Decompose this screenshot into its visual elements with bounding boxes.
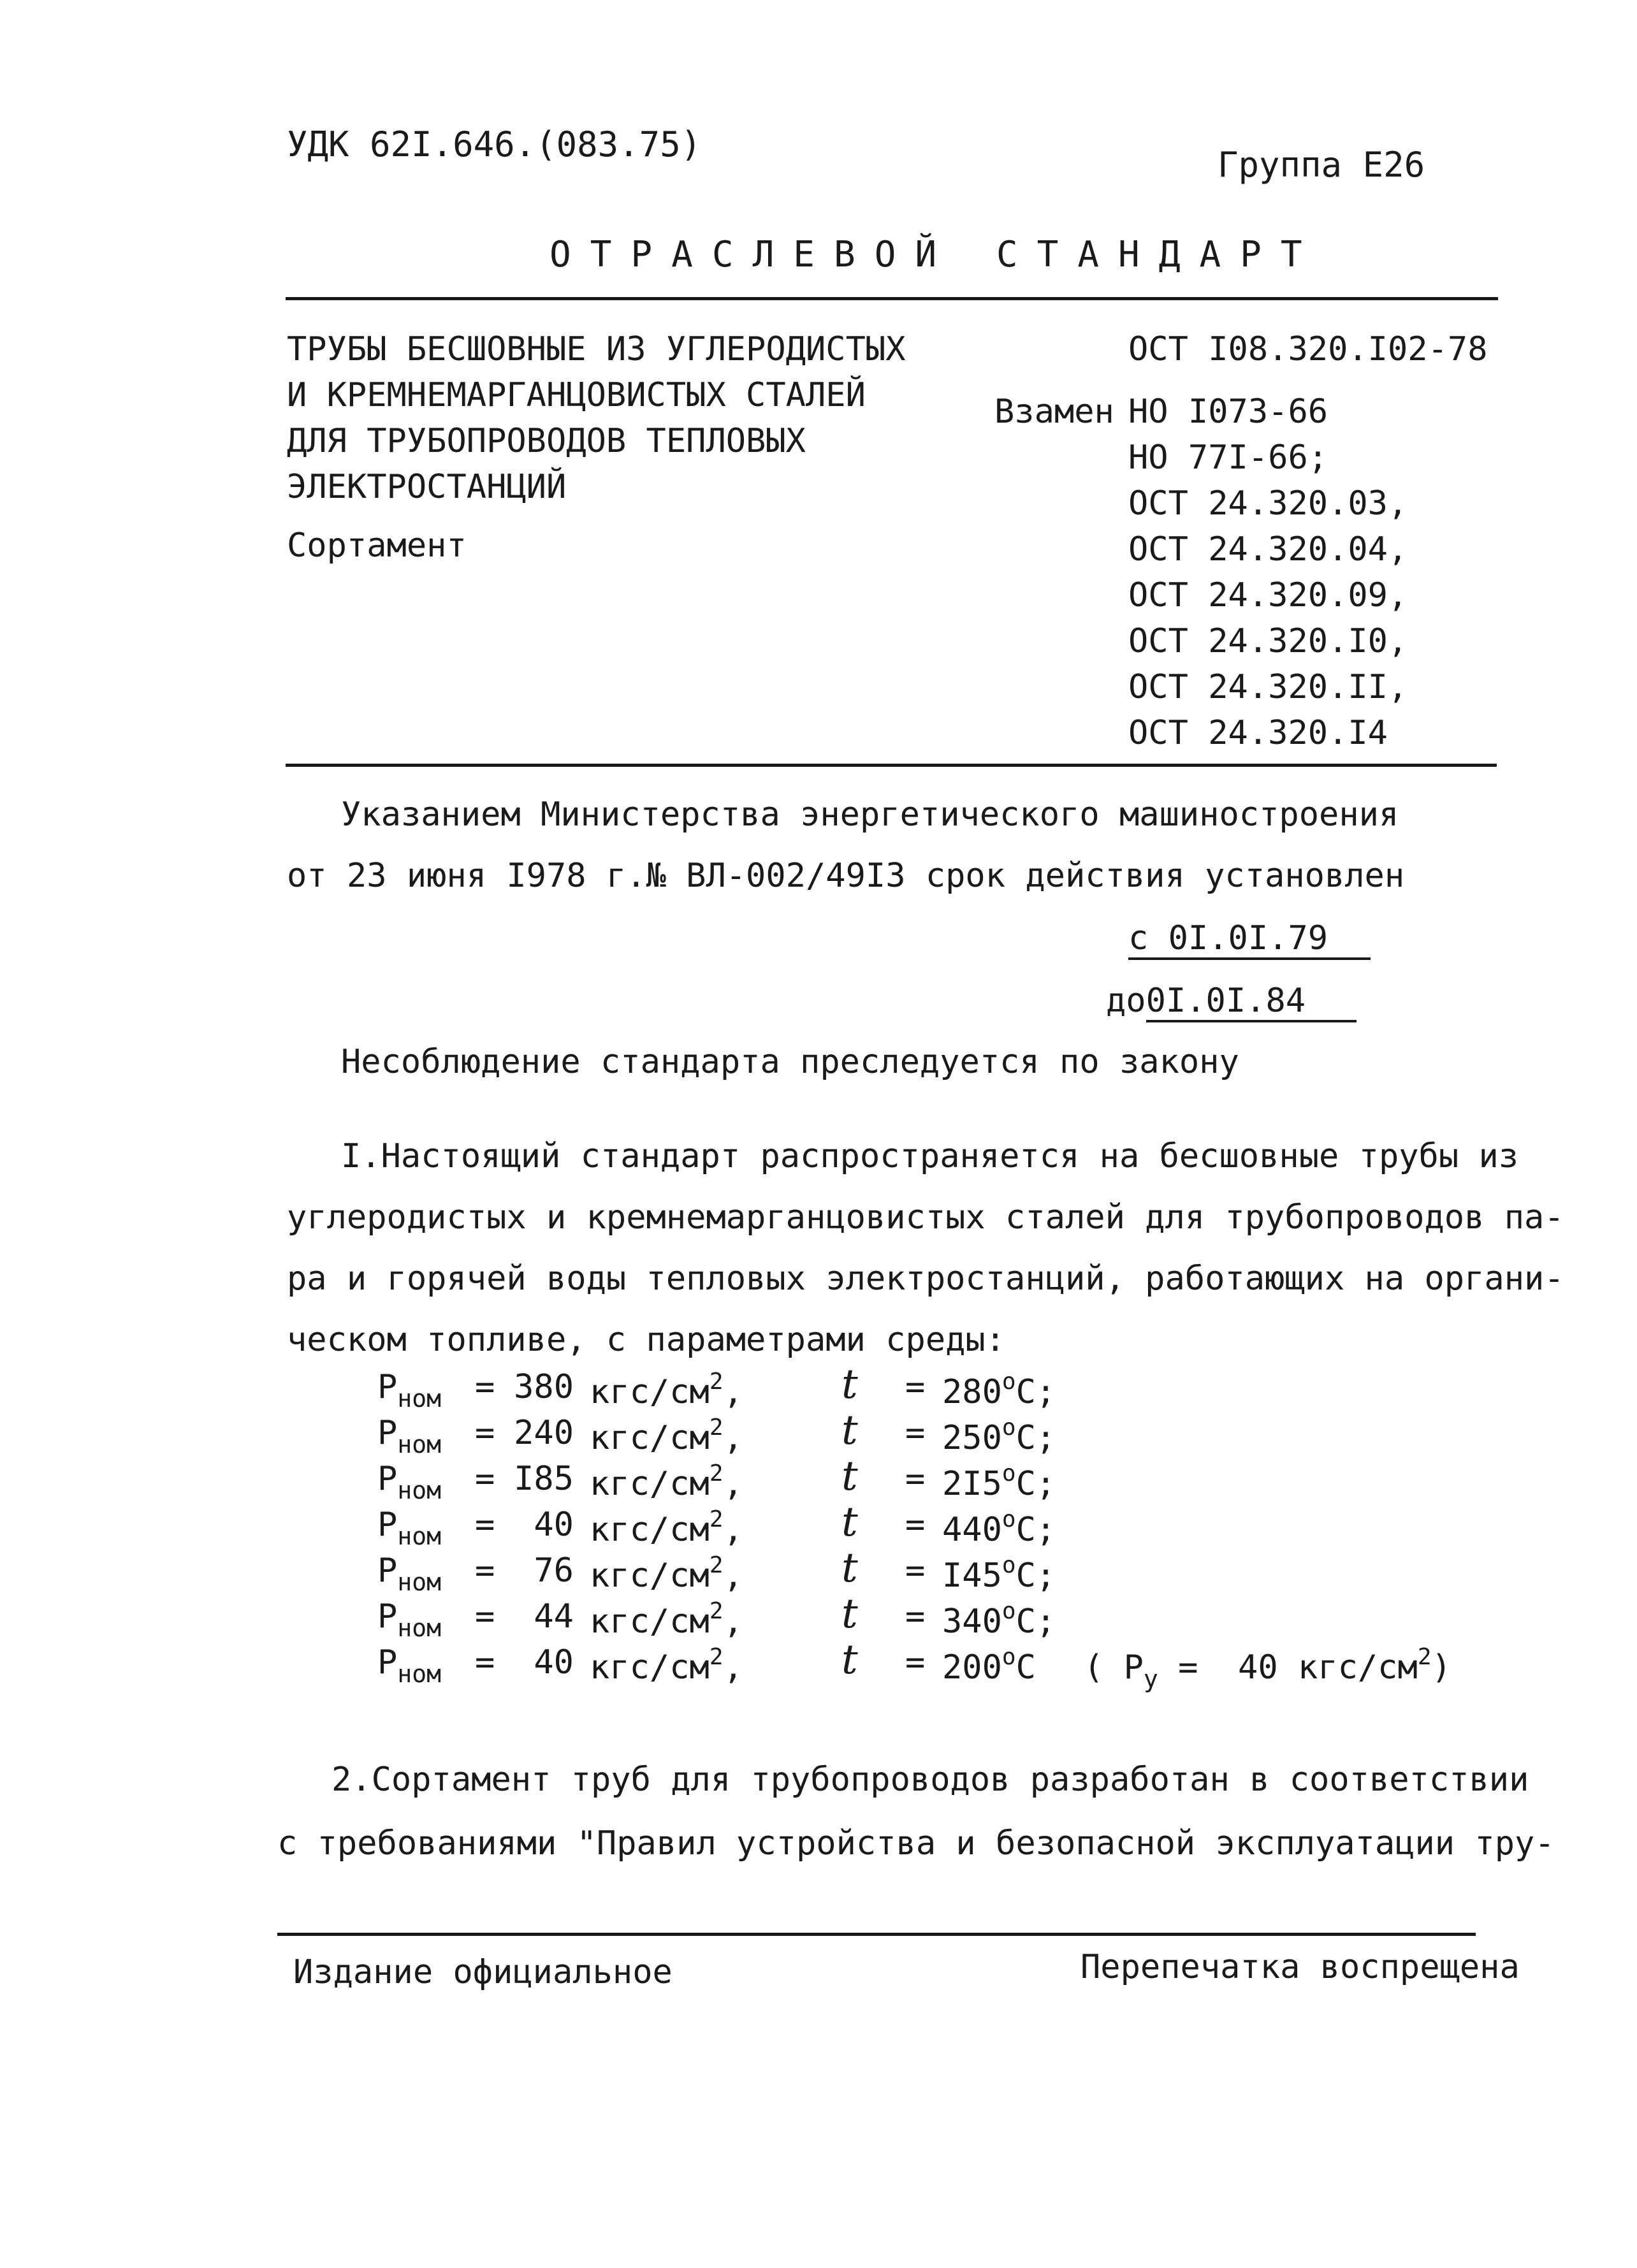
equals-sign: = [905, 1597, 926, 1636]
title-line-4: ЭЛЕКТРОСТАНЦИЙ [287, 468, 567, 506]
equals-sign: = [905, 1414, 926, 1452]
equals-sign: = [905, 1460, 926, 1498]
pressure-unit: кгс/$см^2$, [590, 1369, 743, 1411]
para2-line-1: 2.Сортамент труб для трубопроводов разработан в соответствии [331, 1761, 1529, 1799]
temperature-value: 440$^o$C; [942, 1506, 1056, 1549]
title-line-2: И КРЕМНЕМАРГАНЦОВИСТЫХ СТАЛЕЙ [287, 376, 866, 414]
equals-sign: = [905, 1552, 926, 1590]
equals-sign: = [905, 1506, 926, 1544]
decree-line-2: от 23 июня I978 г.№ ВЛ-002/49I3 срок действия установлен [287, 857, 1405, 895]
pressure-unit: кгс/$см^2$, [590, 1506, 743, 1549]
temperature-value: 200$^o$C [942, 1644, 1036, 1687]
pressure-value: 380 [514, 1368, 574, 1406]
group-code: Группа Е26 [1218, 145, 1425, 185]
equals-sign: = [905, 1643, 926, 1682]
pressure-symbol: $P_{ном}$ [377, 1414, 441, 1458]
temperature-value: 280$^o$C; [942, 1369, 1056, 1411]
decree-line-1: Указанием Министерства энергетического машиностроения [341, 796, 1399, 834]
standard-title: ОТРАСЛЕВОЙ СТАНДАРТ [549, 234, 1321, 275]
equals-sign: = [475, 1414, 495, 1452]
replaces-item: ОСТ 24.320.I0, [1128, 622, 1408, 660]
standard-code: ОСТ I08.320.I02-78 [1128, 330, 1488, 368]
equals-sign: = [475, 1460, 495, 1498]
temperature-value: 250$^o$C; [942, 1414, 1056, 1457]
replaces-item: ОСТ 24.320.03, [1128, 484, 1408, 523]
pressure-value: 76 [534, 1552, 574, 1590]
pressure-unit: кгс/$см^2$, [590, 1552, 743, 1595]
mid-rule [286, 764, 1497, 767]
para1-line-2: углеродистых и кремнемарганцовистых сталей для трубопроводов па- [287, 1198, 1564, 1237]
title-line-3: ДЛЯ ТРУБОПРОВОДОВ ТЕПЛОВЫХ [287, 422, 806, 460]
pressure-symbol: $P_{ном}$ [377, 1460, 441, 1504]
validity-to-date: 0I.0I.84 [1146, 982, 1306, 1020]
nominal-pressure-note: ( $P_у = 40$ кгс/$см^2$) [1084, 1644, 1451, 1693]
subtitle: Сортамент [287, 527, 467, 565]
validity-from [1128, 919, 1371, 960]
pressure-value: 240 [514, 1414, 574, 1452]
footer-rule [277, 1933, 1476, 1936]
validity-to-label: до [1106, 982, 1146, 1020]
pressure-symbol: $P_{ном}$ [377, 1597, 441, 1642]
replaces-item: ОСТ 24.320.09, [1128, 576, 1408, 614]
replaces-item: ОСТ 24.320.II, [1128, 668, 1408, 706]
temperature-symbol: t [841, 1453, 858, 1500]
replaces-item: НО 77I-66; [1128, 439, 1328, 477]
para1-line-4: ческом топливе, с параметрами среды: [287, 1321, 1006, 1359]
legal-notice: Несоблюдение стандарта преследуется по закону [341, 1043, 1239, 1081]
equals-sign: = [475, 1643, 495, 1682]
footer-reprint-notice: Перепечатка воспрещена [1080, 1948, 1520, 1986]
pressure-symbol: $P_{ном}$ [377, 1643, 441, 1688]
title-line-1: ТРУБЫ БЕСШОВНЫЕ ИЗ УГЛЕРОДИСТЫХ [287, 330, 906, 368]
replaces-label: Взамен [994, 393, 1114, 431]
pressure-symbol: $P_{ном}$ [377, 1506, 441, 1550]
replaces-item: ОСТ 24.320.04, [1128, 530, 1408, 569]
pressure-unit: кгс/$см^2$, [590, 1598, 743, 1641]
pressure-value: 40 [534, 1643, 574, 1682]
equals-sign: = [475, 1368, 495, 1406]
equals-sign: = [475, 1506, 495, 1544]
temperature-value: I45$^o$C; [942, 1552, 1056, 1595]
temperature-value: 340$^o$C; [942, 1598, 1056, 1641]
equals-sign: = [475, 1552, 495, 1590]
temperature-symbol: t [841, 1545, 858, 1592]
validity-from-label: с [1128, 919, 1149, 957]
para1-line-3: ра и горячей воды тепловых электростанций, работающих на органи- [287, 1260, 1564, 1298]
pressure-unit: кгс/$см^2$, [590, 1644, 743, 1687]
temperature-symbol: t [841, 1407, 858, 1454]
para2-line-2: с требованиями "Правил устройства и безопасной эксплуатации тру- [277, 1824, 1555, 1863]
footer-edition: Издание официальное [293, 1953, 673, 1991]
temperature-symbol: t [841, 1361, 858, 1408]
temperature-value: 2I5$^o$C; [942, 1460, 1056, 1503]
pressure-unit: кгс/$см^2$, [590, 1460, 743, 1503]
validity-from-date: 0I.0I.79 [1168, 919, 1328, 957]
pressure-symbol: $P_{ном}$ [377, 1552, 441, 1596]
pressure-symbol: $P_{ном}$ [377, 1368, 441, 1413]
temperature-symbol: t [841, 1590, 858, 1638]
equals-sign: = [475, 1597, 495, 1636]
temperature-symbol: t [841, 1499, 858, 1546]
pressure-value: 44 [534, 1597, 574, 1636]
validity-to [1106, 984, 1357, 1022]
para1-line-1: I.Настоящий стандарт распространяется на бесшовные трубы из [341, 1137, 1519, 1175]
temperature-symbol: t [841, 1636, 858, 1683]
top-rule [286, 297, 1498, 300]
udk-code: УДК 62I.646.(083.75) [287, 124, 702, 164]
pressure-unit: кгс/$см^2$, [590, 1414, 743, 1457]
pressure-value: I85 [514, 1460, 574, 1498]
replaces-item: ОСТ 24.320.I4 [1128, 714, 1388, 752]
pressure-value: 40 [534, 1506, 574, 1544]
equals-sign: = [905, 1368, 926, 1406]
replaces-item: НО I073-66 [1128, 393, 1328, 431]
